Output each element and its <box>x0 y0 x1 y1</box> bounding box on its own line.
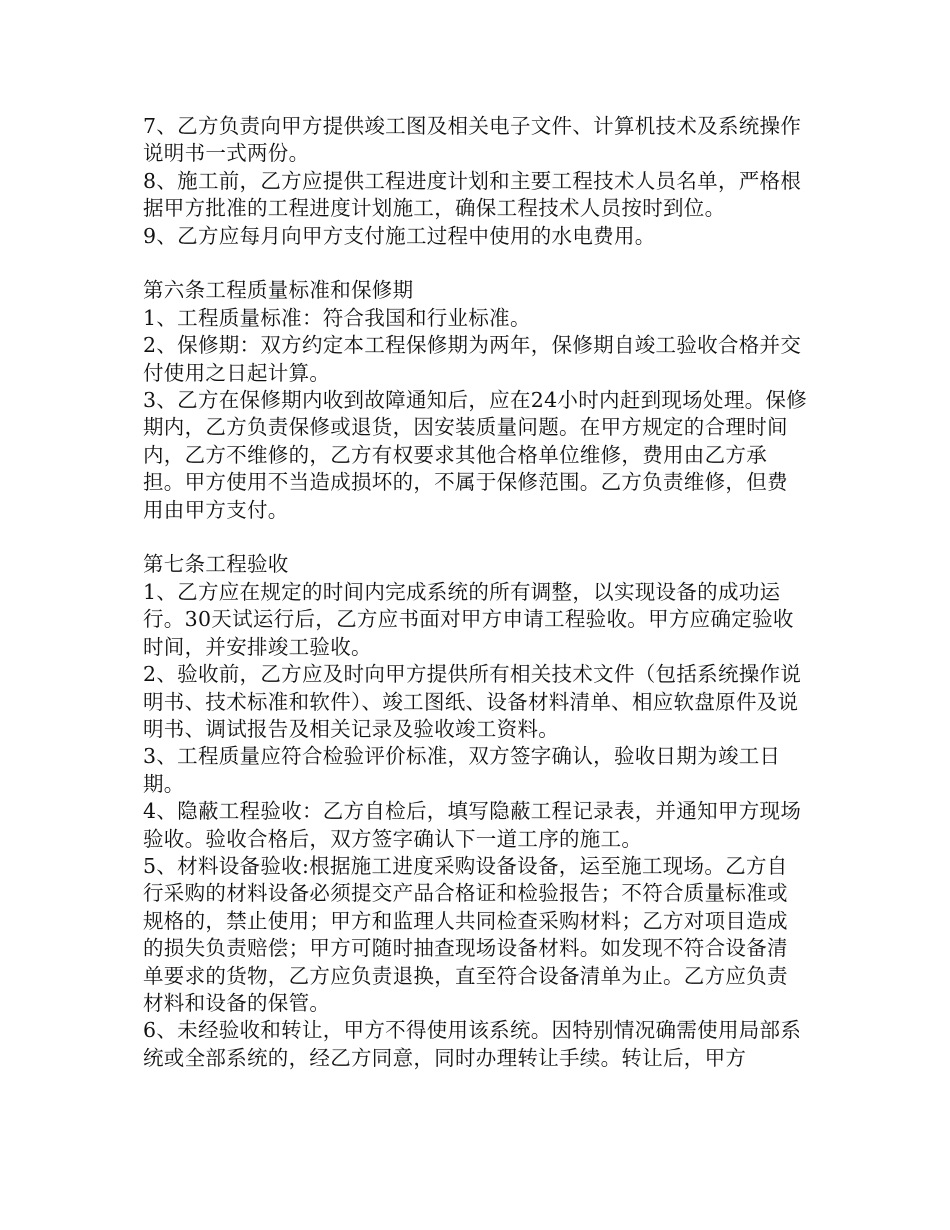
intro-items <box>143 113 808 250</box>
list-item: 3、工程质量应符合检验评价标准，双方签字确认，验收日期为竣工日期。 <box>143 744 781 796</box>
list-item: 2、验收前，乙方应及时向甲方提供所有相关技术文件（包括系统操作说明书、技术标准和软件）、竣工图纸、设备材料清单、相应软盘原件及说明书、调试报告及相关记录及验收竣工资料。 <box>143 662 802 741</box>
list-item: 6、未经验收和转让，甲方不得使用该系统。因特别情况确需使用局部系统或全部系统的，经乙方同意，同时办理转让手续。转让后，甲方 <box>143 1018 802 1070</box>
document-page <box>143 113 808 1072</box>
list-item: 1、乙方应在规定的时间内完成系统的所有调整，以实现设备的成功运行。30天试运行后，乙方应书面对甲方申请工程验收。甲方应确定验收时间，并安排竣工验收。 <box>143 579 794 659</box>
list-item: 4、隐蔽工程验收：乙方自检后，填写隐蔽工程记录表，并通知甲方现场验收。验收合格后，双方签字确认下一道工序的施工。 <box>143 799 802 851</box>
section-heading: 第七条工程验收 <box>143 552 289 577</box>
section-heading: 第六条工程质量标准和保修期 <box>143 278 414 303</box>
list-item: 3、乙方在保修期内收到故障通知后，应在24小时内赶到现场处理。保修期内，乙方负责保修或退货，因安装质量问题。在甲方规定的合理时间内，乙方不维修的，乙方有权要求其他合格单位维修，费用由乙方承担。甲方使用不当造成损坏的，不属于保修范围。乙方负责维修，但费用由甲方支付。 <box>143 388 808 522</box>
list-item: 7、乙方负责向甲方提供竣工图及相关电子文件、计算机技术及系统操作说明书一式两份。 <box>143 114 802 166</box>
list-item: 5、材料设备验收:根据施工进度采购设备设备，运至施工现场。乙方自行采购的材料设备必须提交产品合格证和检验报告；不符合质量标准或规格的，禁止使用；甲方和监理人共同检查采购材料；乙方对项目造成的损失负责赔偿；甲方可随时抽查现场设备材料。如发现不符合设备清单要求的货物，乙方应负责退换，直至符合设备清单为止。乙方应负责材料和设备的保管。 <box>143 853 788 1015</box>
list-item: 9、乙方应每月向甲方支付施工过程中使用的水电费用。 <box>143 223 656 248</box>
section-quality-warranty <box>143 277 808 524</box>
list-item: 8、施工前，乙方应提供工程进度计划和主要工程技术人员名单，严格根据甲方批准的工程进度计划施工，确保工程技术人员按时到位。 <box>143 168 802 221</box>
list-item: 2、保修期：双方约定本工程保修期为两年，保修期自竣工验收合格并交付使用之日起计算。 <box>143 333 802 385</box>
section-acceptance <box>143 551 808 1072</box>
list-item: 1、工程质量标准：符合我国和行业标准。 <box>143 305 531 330</box>
